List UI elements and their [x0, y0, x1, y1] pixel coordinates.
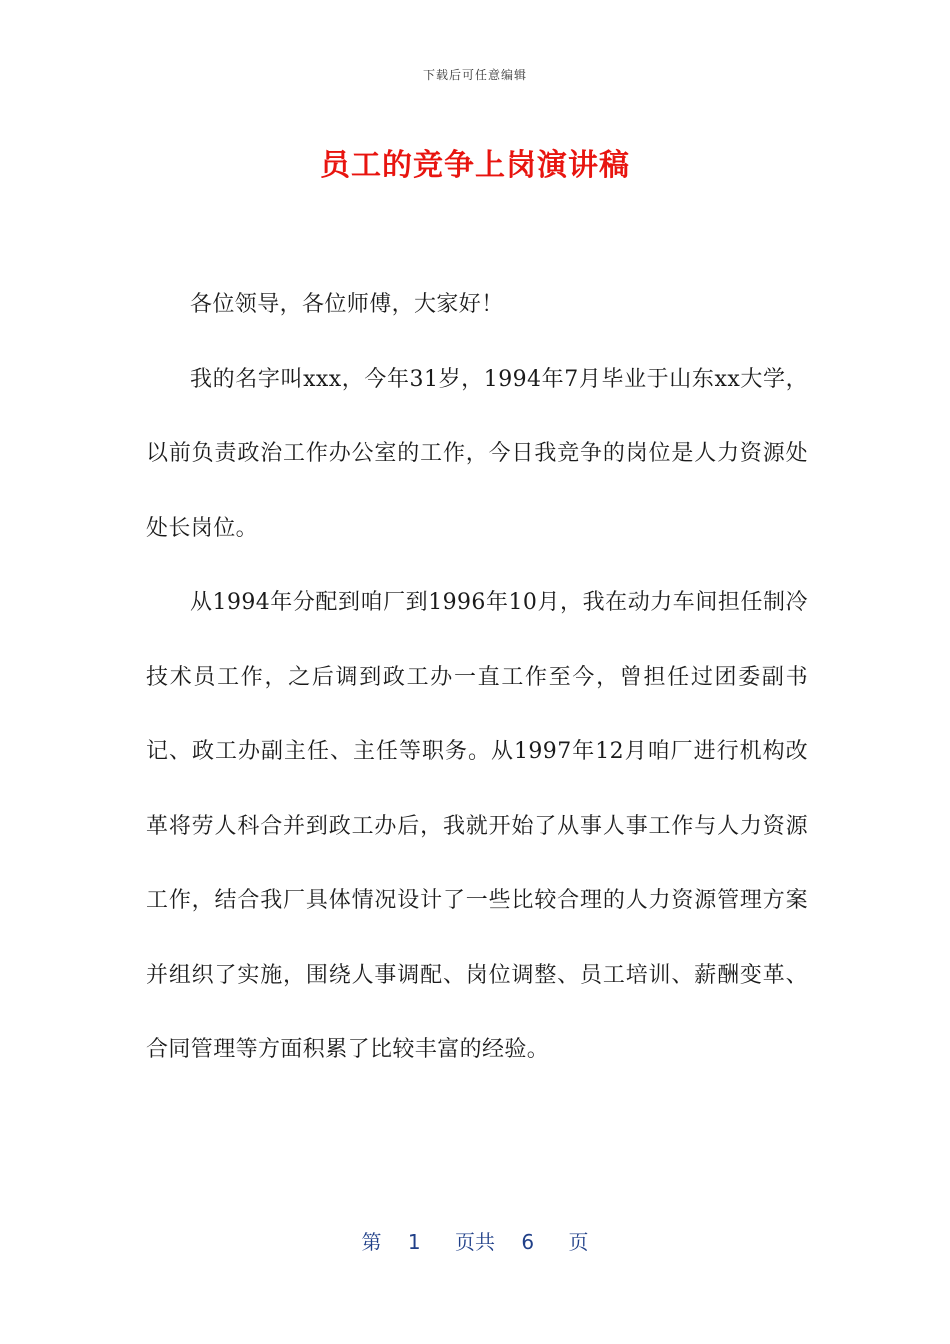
- page-label-prefix: 第: [361, 1230, 382, 1254]
- document-body: [146, 268, 808, 1088]
- page-footer: [0, 1226, 950, 1255]
- paragraph-introduction: 我的名字叫xxx，今年31岁，1994年7月毕业于山东xx大学，以前负责政治工作办公室的工作，今日我竞争的岗位是人力资源处处长岗位。: [146, 366, 808, 541]
- page-label-mid: 页共: [455, 1230, 495, 1254]
- header-note: 下载后可任意编辑: [422, 68, 527, 82]
- total-pages-number: 6: [521, 1230, 535, 1254]
- paragraph-experience: 从1994年分配到咱厂到1996年10月，我在动力车间担任制冷技术员工作，之后调到政工办一直工作至今，曾担任过团委副书记、政工办副主任、主任等职务。从1997年12月咱厂进行机构改革将劳人科合并到政工办后，我就开始了从事人事工作与人力资源工作，结合我厂具体情况设计了一些比较合理的人力资源管理方案并组织了实施，围绕人事调配、岗位调整、员工培训、薪酬变革、合同管理等方面积累了比较丰富的经验。: [146, 590, 808, 1062]
- page-label-suffix: 页: [568, 1230, 589, 1254]
- current-page-number: 1: [407, 1230, 421, 1254]
- document-title: 员工的竞争上岗演讲稿: [320, 148, 630, 183]
- paragraph-greeting: 各位领导，各位师傅，大家好！: [190, 292, 504, 317]
